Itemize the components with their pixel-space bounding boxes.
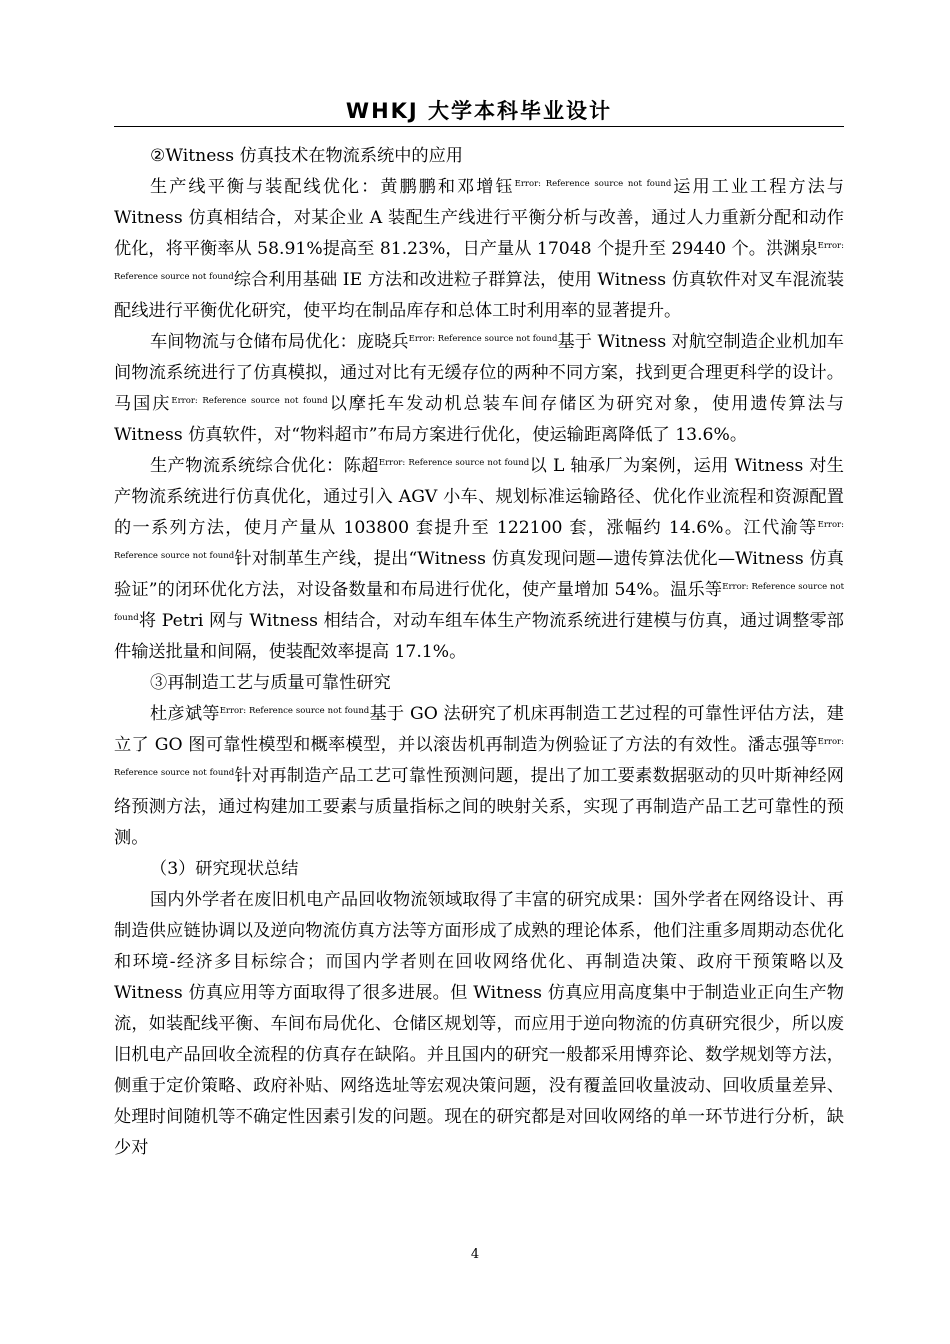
paragraph-production-logistics [114, 451, 844, 668]
text-segment: 基于 Witness 对航空制造企业机加车间物流系统进行了仿真模拟，通过对比有无缓存位的两种不同方案，找到更合理更科学的设计。马国庆 [114, 332, 844, 414]
text-segment: 针对制革生产线，提出“Witness 仿真发现问题—遗传算法优化—Witness 仿真验证”的闭环优化方法，对设备数量和布局进行优化，使产量增加 54%。温乐等 [114, 549, 844, 600]
reference-error-superscript: Error: Reference source not found [114, 241, 844, 282]
text-segment: 综合利用基础 IE 方法和改进粒子群算法，使用 Witness 仿真软件对叉车混流装配线进行平衡优化研究，使平均在制品库存和总体工时利用率的显著提升。 [114, 270, 845, 321]
reference-error-superscript: Error: Reference source not found [114, 582, 844, 623]
reference-error-superscript: Error: Reference source not found [219, 706, 370, 716]
text-segment: 杜彦斌等 [150, 704, 220, 724]
header-title: WHKJ 大学本科毕业设计 [345, 99, 613, 123]
paragraph-line-balancing [114, 172, 844, 327]
page-number: 4 [470, 1247, 480, 1262]
reference-error-superscript: Error: Reference source not found [171, 396, 328, 406]
text-segment: 以摩托车发动机总装车间存储区为研究对象，使用遗传算法与 Witness 仿真软件，对“物料超市”布局方案进行优化，使运输距离降低了 13.6%。 [114, 394, 844, 445]
subheading-research-summary [114, 854, 844, 885]
text-segment: 针对再制造产品工艺可靠性预测问题，提出了加工要素数据驱动的贝叶斯神经网络预测方法，通过构建加工要素与质量指标之间的映射关系，实现了再制造产品工艺可靠性的预测。 [114, 766, 844, 848]
text-segment: 运用工业工程方法与 Witness 仿真相结合，对某企业 A 装配生产线进行平衡分析与改善，通过人力重新分配和动作优化，将平衡率从 58.91%提高至 81.23%，日产量从 17048 个提升至 29440 个。洪渊泉 [114, 177, 844, 259]
text-segment: 将 Petri 网与 Witness 相结合，对动车组车体生产物流系统进行建模与仿真，通过调整零部件输送批量和间隔，使装配效率提高 17.1%。 [114, 611, 844, 662]
reference-error-superscript: Error: Reference source not found [408, 334, 558, 344]
text-segment: 生产线平衡与装配线优化：黄鹏鹏和邓增钰 [150, 177, 515, 197]
reference-error-superscript: Error: Reference source not found [514, 179, 672, 189]
text-segment: ③再制造工艺与质量可靠性研究 [150, 673, 391, 693]
text-segment: ②Witness 仿真技术在物流系统中的应用 [150, 146, 463, 166]
text-segment: （3）研究现状总结 [150, 859, 299, 879]
text-segment: 以 L 轴承厂为案例，运用 Witness 对生产物流系统进行仿真优化，通过引入 AGV 小车、规划标准运输路径、优化作业流程和资源配置的一系列方法，使月产量从 103800 套提升至 122100 套，涨幅约 14.6%。江代渝等 [114, 456, 844, 538]
page-header [114, 92, 844, 127]
reference-error-superscript: Error: Reference source not found [114, 520, 844, 561]
text-segment: 国内外学者在废旧机电产品回收物流领域取得了丰富的研究成果：国外学者在网络设计、再制造供应链协调以及逆向物流仿真方法等方面形成了成熟的理论体系，他们注重多周期动态优化和环境-经济多目标综合；而国内学者则在回收网络优化、再制造决策、政府干预策略以及 Witness 仿真应用等方面取得了很多进展。但 Witness 仿真应用高度集中于制造业正向生产物流，如装配线平衡、车间布局优化、仓储区规划等，而应用于逆向物流的仿真研究很少，所以废旧机电产品回收全流程的仿真存在缺陷。并且国内的研究一般都采用博弈论、数学规划等方法，侧重于定价策略、政府补贴、网络选址等宏观决策问题，没有覆盖回收量波动、回收质量差异、处理时间随机等不确定性因素引发的问题。现在的研究都是对回收网络的单一环节进行分析，缺少对 [114, 890, 844, 1158]
reference-error-superscript: Error: Reference source not found [114, 737, 844, 778]
subheading-remanufacturing [114, 668, 844, 699]
paragraph-workshop-logistics [114, 327, 844, 451]
paragraph-remanufacturing-reliability [114, 699, 844, 854]
reference-error-superscript: Error: Reference source not found [378, 458, 530, 468]
text-segment: 生产物流系统综合优化：陈超 [150, 456, 379, 476]
text-segment: 车间物流与仓储布局优化：庞晓兵 [150, 332, 409, 352]
document-body [114, 141, 844, 1164]
text-segment: 基于 GO 法研究了机床再制造工艺过程的可靠性评估方法，建立了 GO 图可靠性模型和概率模型，并以滚齿机再制造为例验证了方法的有效性。潘志强等 [114, 704, 844, 755]
subheading-witness-application [114, 141, 844, 172]
paragraph-summary [114, 885, 844, 1164]
